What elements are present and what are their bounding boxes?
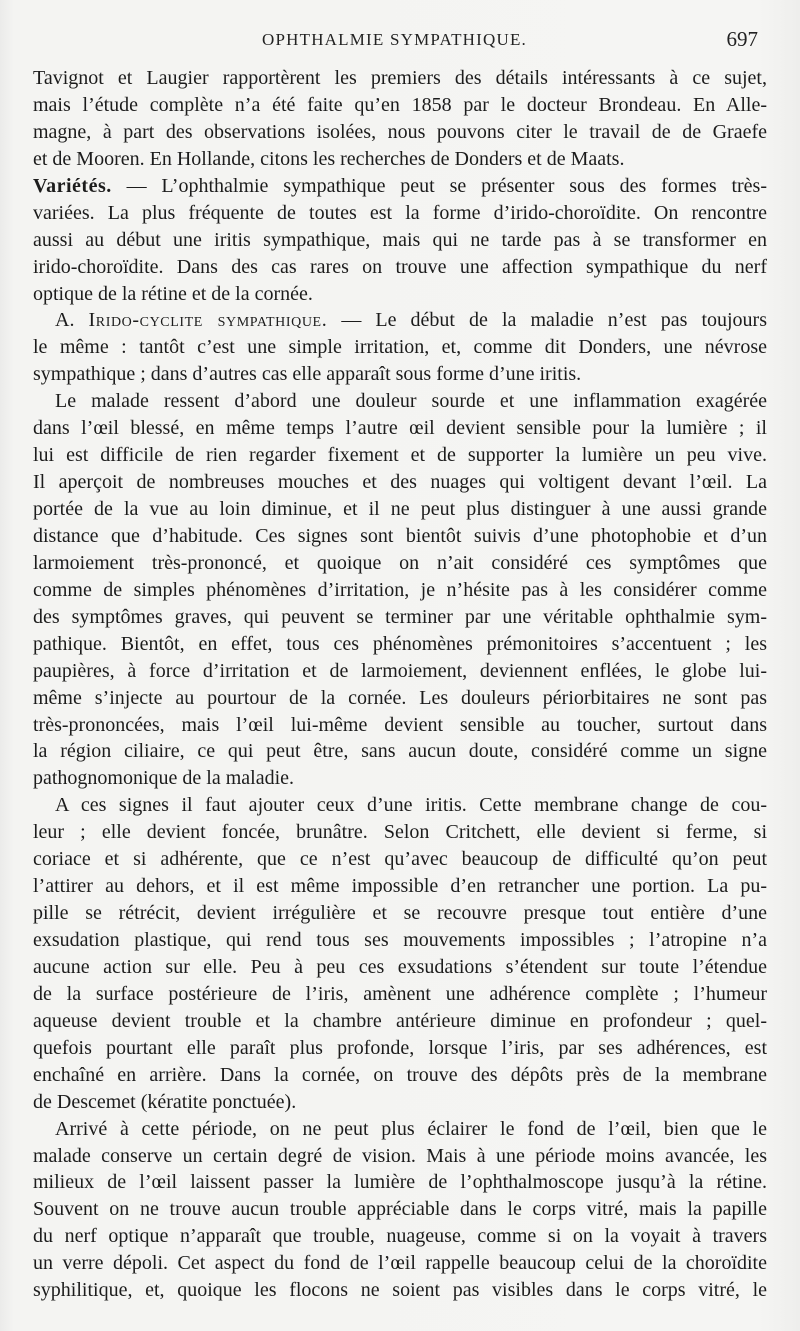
text-line: malade conserve un certain degré de vision. Mais à une période moins avancée, les <box>33 1144 767 1167</box>
text-line: paupières, à force d’irritation et de larmoiement, deviennent enflées, le globe lui- <box>33 659 767 682</box>
paragraph <box>33 1116 767 1305</box>
text-line: pathique. Bientôt, en effet, tous ces phénomènes prémonitoires s’accentuent ; les <box>33 632 767 655</box>
paragraph <box>33 173 767 308</box>
text-line: irido-choroïdite. Dans des cas rares on trouve une affection sympathique du nerf <box>33 255 767 278</box>
text-run: A ces signes il faut ajouter ceux d’une iritis. Cette membrane change de cou- <box>55 794 767 817</box>
text-line: Il aperçoit de nombreuses mouches et des nuages qui voltigent devant l’œil. La <box>33 471 767 494</box>
text-line: pille se rétrécit, devient irrégulière et se recouvre presque tout entière d’une <box>33 902 767 925</box>
text-line <box>33 173 767 200</box>
text-line: de Descemet (kératite ponctuée). <box>33 1090 297 1113</box>
text-line: distance que d’habitude. Ces signes sont bientôt suivis d’une photophobie et d’un <box>33 524 767 547</box>
text-line: aussi au début une iritis sympathique, mais qui ne tarde pas à se transformer en <box>33 228 767 251</box>
text-line: larmoiement très-prononcé, et quoique on n’ait considéré ces symptômes que <box>33 551 767 574</box>
section-lead: Irido-cyclite sympathique. <box>88 309 328 332</box>
text-line: dans l’œil blessé, en même temps l’autre œil devient sensible pour la lumière ; il <box>33 417 767 440</box>
text-line: et de Mooren. En Hollande, citons les recherches de Donders et de Maats. <box>33 147 625 170</box>
text-line: le même : tantôt c’est une simple irritation, et, comme dit Donders, une névrose <box>33 336 767 359</box>
running-head <box>0 27 800 54</box>
text-line: très-prononcées, mais l’œil lui-même devient sensible au toucher, surtout dans <box>33 713 767 736</box>
text-run: Le malade ressent d’abord une douleur sourde et une inflammation exagérée <box>55 390 767 413</box>
text-line: variées. La plus fréquente de toutes est la forme d’irido-choroïdite. On rencontre <box>33 201 767 224</box>
text-line <box>33 307 767 334</box>
text-line: coriace et si adhérente, que ce n’est qu’avec beaucoup de difficulté qu’on peut <box>33 848 767 871</box>
running-title: OPHTHALMIE SYMPATHIQUE. <box>262 30 527 49</box>
text-line: leur ; elle devient foncée, brunâtre. Selon Critchett, elle devient si ferme, si <box>33 821 767 844</box>
text-line: la région ciliaire, ce qui peut être, sans aucun doute, considéré comme un signe <box>33 740 767 763</box>
page-number: 697 <box>726 27 758 51</box>
text-line: aucune action sur elle. Peu à peu ces exsudations s’étendent sur toute l’étendue <box>33 955 767 978</box>
text-line: sympathique ; dans d’autres cas elle apparaît sous forme d’une iritis. <box>33 363 582 386</box>
text-line: enchaîné en arrière. Dans la cornée, on trouve des dépôts près de la membrane <box>33 1063 767 1086</box>
text-line: un verre dépoli. Cet aspect du fond de l’œil rappelle beaucoup celui de la choroïdite <box>33 1252 767 1275</box>
text-line: syphilitique, et, quoique les flocons ne soient pas visibles dans le corps vitré, le <box>33 1279 767 1302</box>
text-line: lui est difficile de rien regarder fixement et de supporter la lumière un peu vive. <box>33 444 767 467</box>
text-line: milieux de l’œil laissent passer la lumière de l’ophthalmoscope jusqu’à la rétine. <box>33 1171 767 1194</box>
paragraph <box>33 65 767 173</box>
text-line: aqueuse devient trouble et la chambre antérieure diminue en profondeur ; quel- <box>33 1009 767 1032</box>
text-line: Souvent on ne trouve aucun trouble appréciable dans le corps vitré, mais la papille <box>33 1198 767 1221</box>
paragraph <box>33 307 767 388</box>
text-line: même s’injecte au pourtour de la cornée. Les douleurs périorbitaires ne sont pas <box>33 686 767 709</box>
text-line: des symptômes graves, qui peuvent se terminer par une véritable ophthalmie sym- <box>33 605 767 628</box>
text-line: pathognomonique de la maladie. <box>33 767 295 790</box>
text-line: exsudation plastique, qui rend tous ses mouvements impossibles ; l’atropine n’a <box>33 929 767 951</box>
text-line: l’attirer au dehors, et il est même impossible d’en retrancher une portion. La pu- <box>33 875 767 898</box>
text-line <box>33 1116 767 1143</box>
text-run: — L’ophthalmie sympathique peut se présenter sous des formes très- <box>111 174 767 197</box>
text-line: optique de la rétine et de la cornée. <box>33 282 313 305</box>
text-line: du nerf optique n’apparaît que trouble, nuageuse, comme si on la voyait à travers <box>33 1225 767 1248</box>
section-lead: Variétés. <box>33 174 112 197</box>
text-line: quefois pourtant elle paraît plus profonde, lorsque l’iris, par ses adhérences, est <box>33 1036 767 1059</box>
text-line: comme de simples phénomènes d’irritation, je n’hésite pas à les considérer comme <box>33 578 767 601</box>
text-run: — Le début de la maladie n’est pas toujours <box>327 309 767 332</box>
text-line: Tavignot et Laugier rapportèrent les premiers des détails intéressants à ce sujet, <box>33 67 767 89</box>
text-line: magne, à part des observations isolées, nous pouvons citer le travail de de Graefe <box>33 120 767 143</box>
text-run: Arrivé à cette période, on ne peut plus éclairer le fond de l’œil, bien que le <box>55 1117 767 1140</box>
text-line: portée de la vue au loin diminue, et il ne peut plus distinguer à une aussi grande <box>33 498 767 520</box>
paragraph <box>33 388 767 792</box>
text-line <box>33 388 767 415</box>
text-line <box>33 792 767 819</box>
text-line: mais l’étude complète n’a été faite qu’en 1858 par le docteur Brondeau. En Alle- <box>33 93 767 116</box>
text-line: de la surface postérieure de l’iris, amènent une adhérence complète ; l’humeur <box>33 982 767 1005</box>
body-text <box>33 65 767 1304</box>
paragraph <box>33 792 767 1115</box>
section-number: A. <box>55 309 75 332</box>
